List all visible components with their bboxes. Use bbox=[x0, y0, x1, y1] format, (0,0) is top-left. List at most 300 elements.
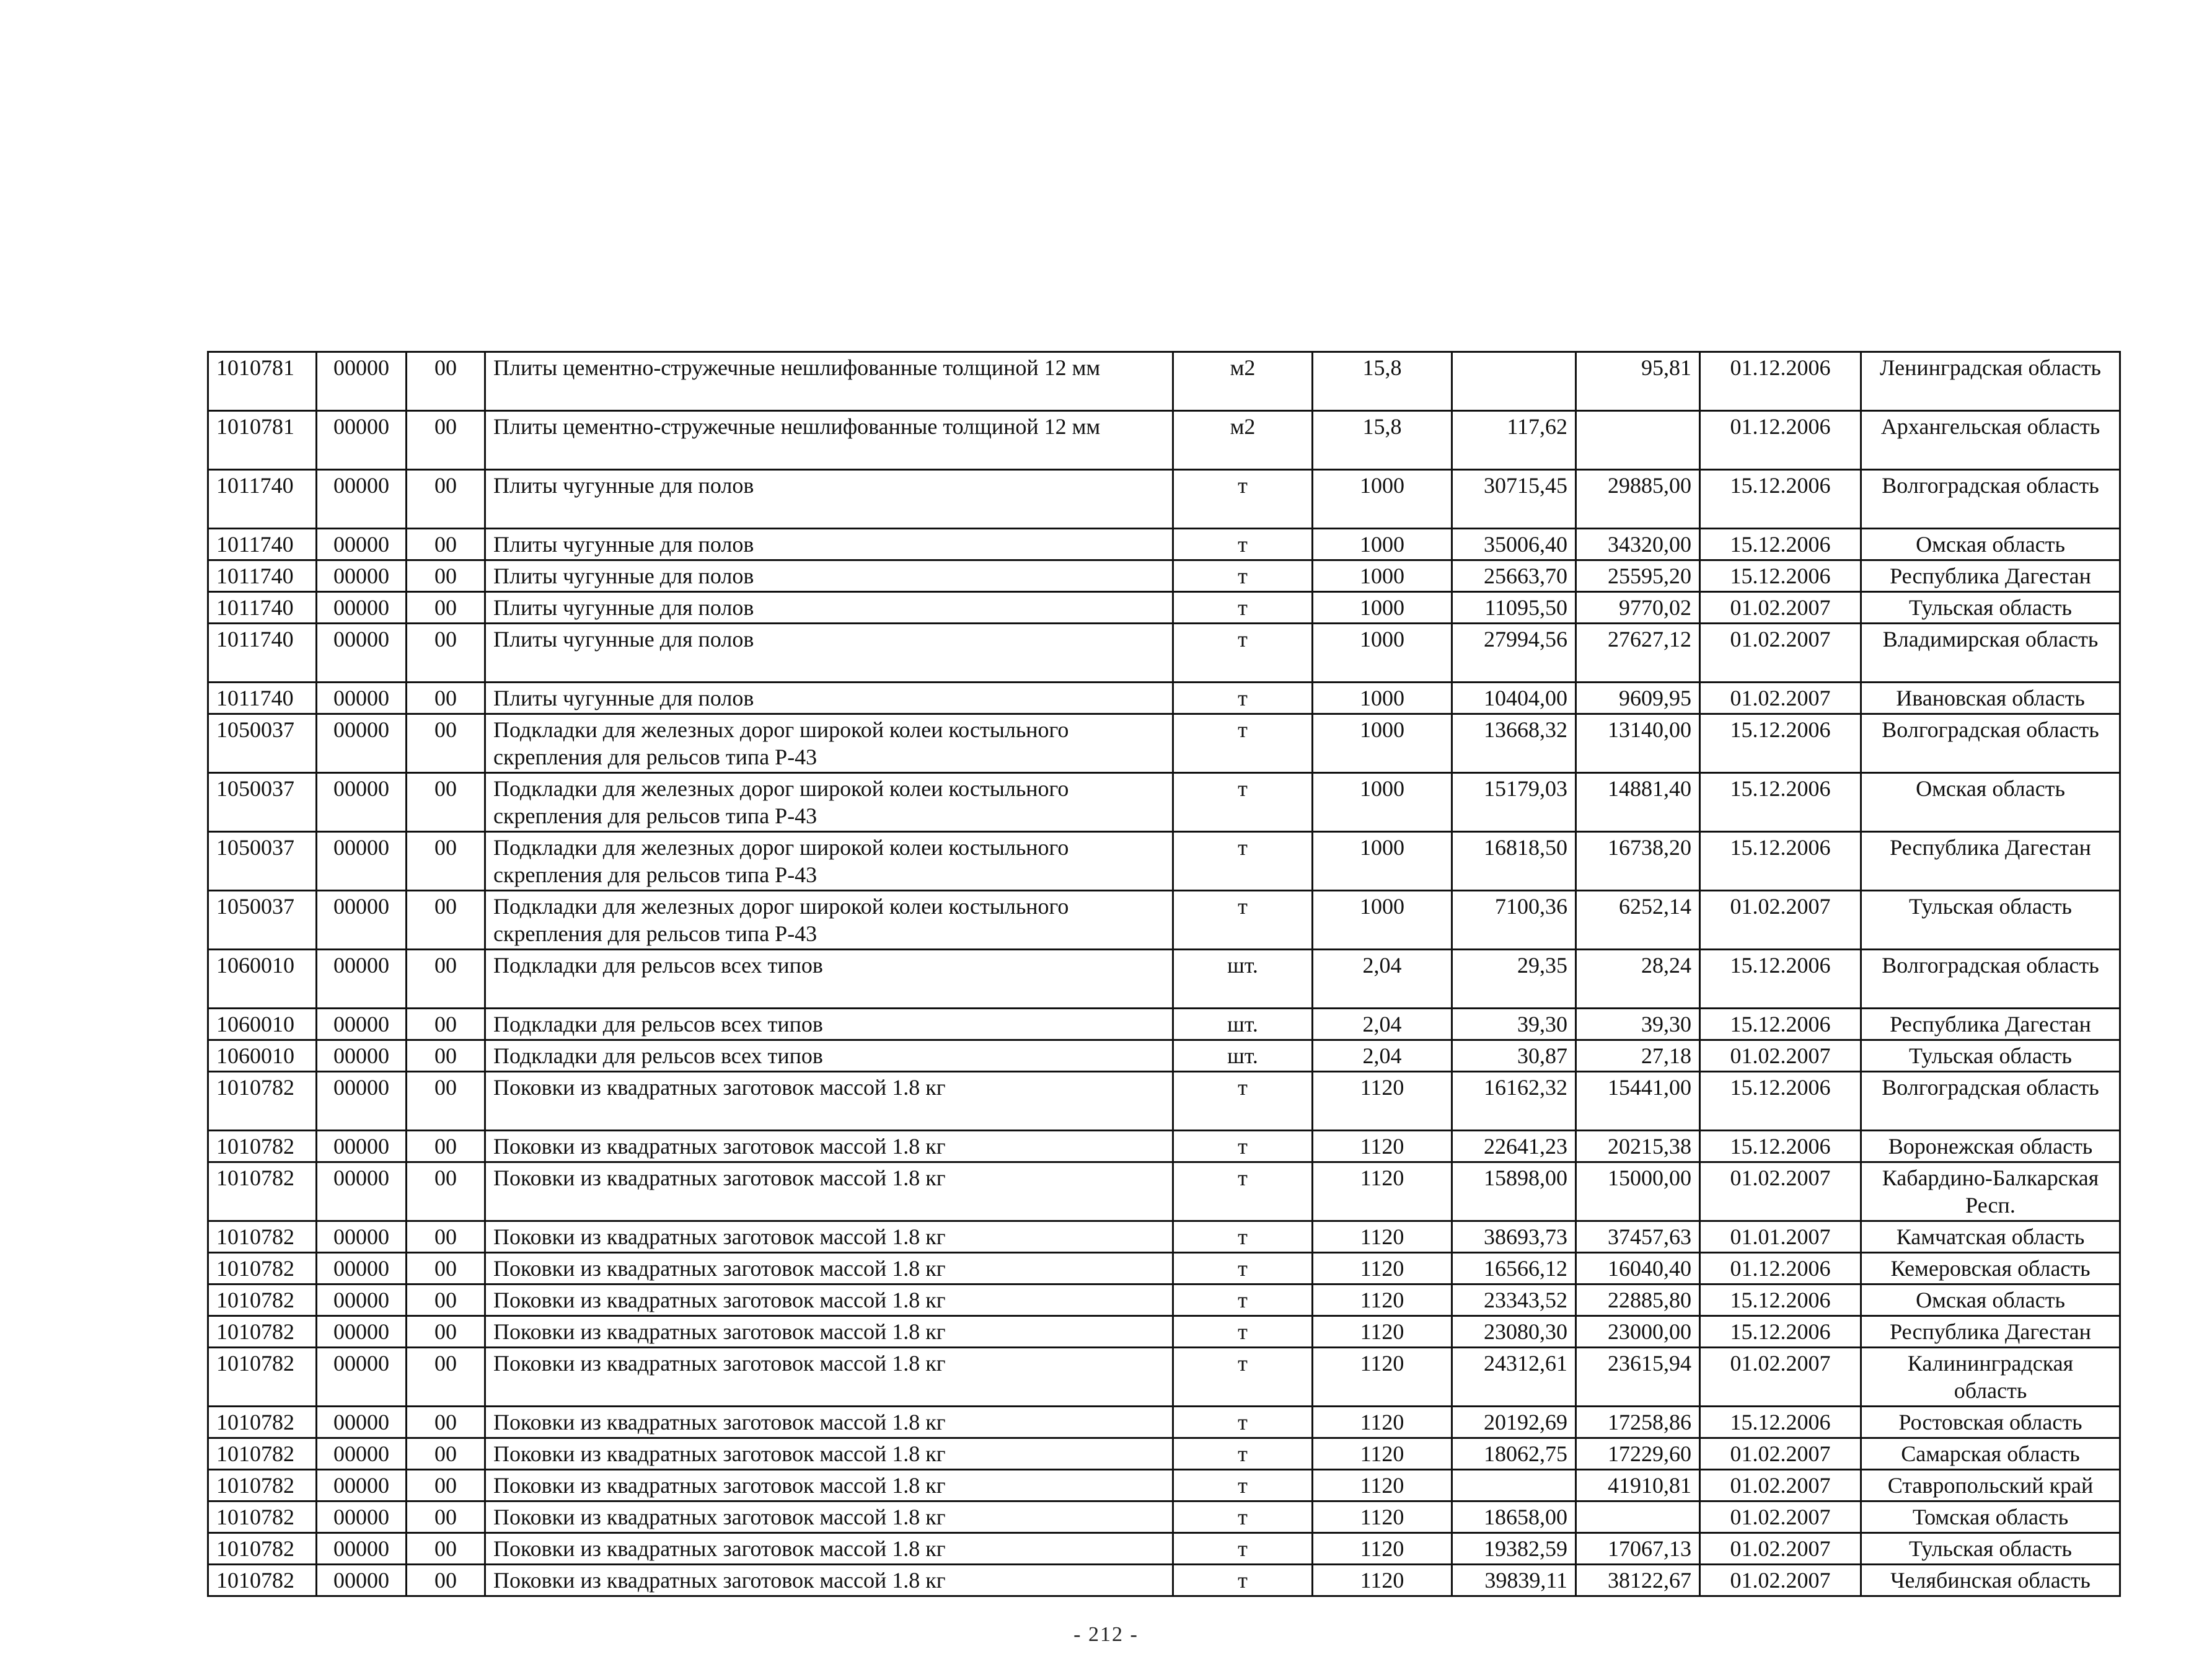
date-cell: 01.02.2007 bbox=[1700, 1533, 1861, 1565]
price-2-cell: 16738,20 bbox=[1576, 832, 1700, 891]
subcode-cell: 00000 bbox=[317, 1316, 407, 1348]
region-cell: Калининградская область bbox=[1861, 1348, 2120, 1407]
subcode-cell: 00000 bbox=[317, 1040, 407, 1072]
variant-cell: 00 bbox=[407, 470, 485, 529]
price-table-body bbox=[208, 352, 2120, 1596]
price-1-cell: 27994,56 bbox=[1452, 624, 1576, 683]
variant-cell: 00 bbox=[407, 1221, 485, 1253]
date-cell: 01.02.2007 bbox=[1700, 1565, 1861, 1596]
name-cell: Плиты чугунные для полов bbox=[485, 592, 1173, 624]
subcode-cell: 00000 bbox=[317, 1438, 407, 1470]
code-cell: 1050037 bbox=[208, 714, 317, 773]
unit-cell: шт. bbox=[1173, 950, 1313, 1009]
price-1-cell: 20192,69 bbox=[1452, 1407, 1576, 1438]
name-cell: Плиты чугунные для полов bbox=[485, 470, 1173, 529]
code-cell: 1010781 bbox=[208, 411, 317, 470]
price-1-cell: 19382,59 bbox=[1452, 1533, 1576, 1565]
subcode-cell: 00000 bbox=[317, 714, 407, 773]
table-row bbox=[208, 1009, 2120, 1040]
code-cell: 1010782 bbox=[208, 1253, 317, 1285]
price-1-cell: 25663,70 bbox=[1452, 560, 1576, 592]
table-row bbox=[208, 1565, 2120, 1596]
subcode-cell: 00000 bbox=[317, 891, 407, 950]
variant-cell: 00 bbox=[407, 352, 485, 411]
code-cell: 1010782 bbox=[208, 1285, 317, 1316]
price-1-cell: 117,62 bbox=[1452, 411, 1576, 470]
unit-cell: шт. bbox=[1173, 1040, 1313, 1072]
price-2-cell: 14881,40 bbox=[1576, 773, 1700, 832]
code-cell: 1010782 bbox=[208, 1131, 317, 1162]
region-cell: Омская область bbox=[1861, 773, 2120, 832]
region-cell: Владимирская область bbox=[1861, 624, 2120, 683]
code-cell: 1010782 bbox=[208, 1565, 317, 1596]
price-2-cell: 28,24 bbox=[1576, 950, 1700, 1009]
price-2-cell: 27,18 bbox=[1576, 1040, 1700, 1072]
date-cell: 01.12.2006 bbox=[1700, 1253, 1861, 1285]
price-2-cell: 38122,67 bbox=[1576, 1565, 1700, 1596]
unit-cell: т bbox=[1173, 1072, 1313, 1131]
unit-cell: т bbox=[1173, 714, 1313, 773]
price-2-cell: 27627,12 bbox=[1576, 624, 1700, 683]
table-row bbox=[208, 1470, 2120, 1501]
date-cell: 01.02.2007 bbox=[1700, 891, 1861, 950]
code-cell: 1060010 bbox=[208, 1009, 317, 1040]
variant-cell: 00 bbox=[407, 1072, 485, 1131]
table-row bbox=[208, 1221, 2120, 1253]
variant-cell: 00 bbox=[407, 1253, 485, 1285]
unit-cell: т bbox=[1173, 773, 1313, 832]
price-table-sheet bbox=[207, 351, 2119, 1597]
subcode-cell: 00000 bbox=[317, 411, 407, 470]
price-2-cell: 17067,13 bbox=[1576, 1533, 1700, 1565]
variant-cell: 00 bbox=[407, 773, 485, 832]
subcode-cell: 00000 bbox=[317, 683, 407, 714]
price-2-cell: 9770,02 bbox=[1576, 592, 1700, 624]
coefficient-cell: 1120 bbox=[1313, 1162, 1452, 1221]
subcode-cell: 00000 bbox=[317, 1348, 407, 1407]
variant-cell: 00 bbox=[407, 592, 485, 624]
price-1-cell: 30,87 bbox=[1452, 1040, 1576, 1072]
name-cell: Подкладки для железных дорог широкой колеи костыльного скрепления для рельсов типа Р-43 bbox=[485, 832, 1173, 891]
code-cell: 1010781 bbox=[208, 352, 317, 411]
code-cell: 1050037 bbox=[208, 832, 317, 891]
region-cell: Ростовская область bbox=[1861, 1407, 2120, 1438]
date-cell: 01.02.2007 bbox=[1700, 1470, 1861, 1501]
price-1-cell: 39,30 bbox=[1452, 1009, 1576, 1040]
price-2-cell: 17258,86 bbox=[1576, 1407, 1700, 1438]
price-1-cell: 23080,30 bbox=[1452, 1316, 1576, 1348]
date-cell: 01.02.2007 bbox=[1700, 683, 1861, 714]
variant-cell: 00 bbox=[407, 714, 485, 773]
unit-cell: т bbox=[1173, 1407, 1313, 1438]
coefficient-cell: 1000 bbox=[1313, 560, 1452, 592]
region-cell: Кабардино-Балкарская Респ. bbox=[1861, 1162, 2120, 1221]
coefficient-cell: 1000 bbox=[1313, 714, 1452, 773]
price-1-cell: 18062,75 bbox=[1452, 1438, 1576, 1470]
date-cell: 01.02.2007 bbox=[1700, 592, 1861, 624]
region-cell: Тульская область bbox=[1861, 592, 2120, 624]
code-cell: 1011740 bbox=[208, 683, 317, 714]
price-2-cell: 37457,63 bbox=[1576, 1221, 1700, 1253]
name-cell: Плиты цементно-стружечные нешлифованные толщиной 12 мм bbox=[485, 352, 1173, 411]
price-2-cell: 9609,95 bbox=[1576, 683, 1700, 714]
code-cell: 1010782 bbox=[208, 1407, 317, 1438]
variant-cell: 00 bbox=[407, 560, 485, 592]
table-row bbox=[208, 1072, 2120, 1131]
unit-cell: т bbox=[1173, 470, 1313, 529]
name-cell: Плиты чугунные для полов bbox=[485, 624, 1173, 683]
code-cell: 1060010 bbox=[208, 950, 317, 1009]
price-2-cell: 17229,60 bbox=[1576, 1438, 1700, 1470]
price-2-cell: 23615,94 bbox=[1576, 1348, 1700, 1407]
price-1-cell: 22641,23 bbox=[1452, 1131, 1576, 1162]
price-1-cell: 38693,73 bbox=[1452, 1221, 1576, 1253]
price-1-cell bbox=[1452, 1470, 1576, 1501]
table-row bbox=[208, 470, 2120, 529]
date-cell: 15.12.2006 bbox=[1700, 560, 1861, 592]
region-cell: Ивановская область bbox=[1861, 683, 2120, 714]
unit-cell: шт. bbox=[1173, 1009, 1313, 1040]
name-cell: Поковки из квадратных заготовок массой 1.8 кг bbox=[485, 1501, 1173, 1533]
region-cell: Самарская область bbox=[1861, 1438, 2120, 1470]
price-2-cell: 34320,00 bbox=[1576, 529, 1700, 560]
date-cell: 15.12.2006 bbox=[1700, 1131, 1861, 1162]
subcode-cell: 00000 bbox=[317, 1565, 407, 1596]
subcode-cell: 00000 bbox=[317, 1221, 407, 1253]
date-cell: 15.12.2006 bbox=[1700, 1407, 1861, 1438]
date-cell: 01.02.2007 bbox=[1700, 1438, 1861, 1470]
subcode-cell: 00000 bbox=[317, 1072, 407, 1131]
price-1-cell: 24312,61 bbox=[1452, 1348, 1576, 1407]
coefficient-cell: 1120 bbox=[1313, 1533, 1452, 1565]
price-1-cell bbox=[1452, 352, 1576, 411]
unit-cell: т bbox=[1173, 529, 1313, 560]
table-row bbox=[208, 624, 2120, 683]
unit-cell: т bbox=[1173, 1348, 1313, 1407]
unit-cell: т bbox=[1173, 683, 1313, 714]
table-row bbox=[208, 1285, 2120, 1316]
subcode-cell: 00000 bbox=[317, 1533, 407, 1565]
subcode-cell: 00000 bbox=[317, 470, 407, 529]
variant-cell: 00 bbox=[407, 1131, 485, 1162]
code-cell: 1050037 bbox=[208, 891, 317, 950]
unit-cell: т bbox=[1173, 1162, 1313, 1221]
date-cell: 15.12.2006 bbox=[1700, 1009, 1861, 1040]
code-cell: 1011740 bbox=[208, 470, 317, 529]
name-cell: Поковки из квадратных заготовок массой 1.8 кг bbox=[485, 1316, 1173, 1348]
region-cell: Республика Дагестан bbox=[1861, 832, 2120, 891]
price-1-cell: 11095,50 bbox=[1452, 592, 1576, 624]
price-2-cell bbox=[1576, 411, 1700, 470]
subcode-cell: 00000 bbox=[317, 1285, 407, 1316]
date-cell: 01.02.2007 bbox=[1700, 1348, 1861, 1407]
unit-cell: т bbox=[1173, 832, 1313, 891]
name-cell: Поковки из квадратных заготовок массой 1.8 кг bbox=[485, 1072, 1173, 1131]
variant-cell: 00 bbox=[407, 1316, 485, 1348]
table-row bbox=[208, 1316, 2120, 1348]
region-cell: Тульская область bbox=[1861, 891, 2120, 950]
table-row bbox=[208, 832, 2120, 891]
region-cell: Тульская область bbox=[1861, 1533, 2120, 1565]
unit-cell: т bbox=[1173, 1501, 1313, 1533]
price-1-cell: 13668,32 bbox=[1452, 714, 1576, 773]
coefficient-cell: 1120 bbox=[1313, 1285, 1452, 1316]
price-2-cell: 6252,14 bbox=[1576, 891, 1700, 950]
table-row bbox=[208, 411, 2120, 470]
region-cell: Воронежская область bbox=[1861, 1131, 2120, 1162]
variant-cell: 00 bbox=[407, 950, 485, 1009]
variant-cell: 00 bbox=[407, 411, 485, 470]
name-cell: Поковки из квадратных заготовок массой 1.8 кг bbox=[485, 1162, 1173, 1221]
name-cell: Поковки из квадратных заготовок массой 1.8 кг bbox=[485, 1438, 1173, 1470]
date-cell: 15.12.2006 bbox=[1700, 1316, 1861, 1348]
unit-cell: т bbox=[1173, 1285, 1313, 1316]
subcode-cell: 00000 bbox=[317, 529, 407, 560]
name-cell: Поковки из квадратных заготовок массой 1.8 кг bbox=[485, 1348, 1173, 1407]
subcode-cell: 00000 bbox=[317, 560, 407, 592]
region-cell: Камчатская область bbox=[1861, 1221, 2120, 1253]
unit-cell: т bbox=[1173, 1438, 1313, 1470]
name-cell: Плиты чугунные для полов bbox=[485, 529, 1173, 560]
name-cell: Подкладки для рельсов всех типов bbox=[485, 1040, 1173, 1072]
subcode-cell: 00000 bbox=[317, 1407, 407, 1438]
price-2-cell: 16040,40 bbox=[1576, 1253, 1700, 1285]
variant-cell: 00 bbox=[407, 624, 485, 683]
coefficient-cell: 1120 bbox=[1313, 1253, 1452, 1285]
price-1-cell: 39839,11 bbox=[1452, 1565, 1576, 1596]
price-1-cell: 16566,12 bbox=[1452, 1253, 1576, 1285]
name-cell: Поковки из квадратных заготовок массой 1.8 кг bbox=[485, 1285, 1173, 1316]
region-cell: Томская область bbox=[1861, 1501, 2120, 1533]
price-2-cell: 22885,80 bbox=[1576, 1285, 1700, 1316]
region-cell: Республика Дагестан bbox=[1861, 1316, 2120, 1348]
coefficient-cell: 15,8 bbox=[1313, 352, 1452, 411]
page-number: - 212 - bbox=[1073, 1623, 1139, 1646]
name-cell: Поковки из квадратных заготовок массой 1.8 кг bbox=[485, 1221, 1173, 1253]
price-2-cell: 15441,00 bbox=[1576, 1072, 1700, 1131]
subcode-cell: 00000 bbox=[317, 950, 407, 1009]
price-2-cell: 39,30 bbox=[1576, 1009, 1700, 1040]
price-1-cell: 35006,40 bbox=[1452, 529, 1576, 560]
coefficient-cell: 1120 bbox=[1313, 1348, 1452, 1407]
name-cell: Плиты цементно-стружечные нешлифованные толщиной 12 мм bbox=[485, 411, 1173, 470]
date-cell: 01.02.2007 bbox=[1700, 1501, 1861, 1533]
variant-cell: 00 bbox=[407, 1501, 485, 1533]
name-cell: Поковки из квадратных заготовок массой 1.8 кг bbox=[485, 1407, 1173, 1438]
unit-cell: т bbox=[1173, 1253, 1313, 1285]
price-1-cell: 16162,32 bbox=[1452, 1072, 1576, 1131]
region-cell: Челябинская область bbox=[1861, 1565, 2120, 1596]
date-cell: 01.02.2007 bbox=[1700, 1162, 1861, 1221]
coefficient-cell: 15,8 bbox=[1313, 411, 1452, 470]
region-cell: Волгоградская область bbox=[1861, 714, 2120, 773]
name-cell: Подкладки для железных дорог широкой колеи костыльного скрепления для рельсов типа Р-43 bbox=[485, 714, 1173, 773]
name-cell: Плиты чугунные для полов bbox=[485, 683, 1173, 714]
table-row bbox=[208, 683, 2120, 714]
region-cell: Омская область bbox=[1861, 529, 2120, 560]
table-row bbox=[208, 1438, 2120, 1470]
region-cell: Республика Дагестан bbox=[1861, 1009, 2120, 1040]
variant-cell: 00 bbox=[407, 891, 485, 950]
variant-cell: 00 bbox=[407, 1040, 485, 1072]
date-cell: 15.12.2006 bbox=[1700, 714, 1861, 773]
subcode-cell: 00000 bbox=[317, 624, 407, 683]
date-cell: 15.12.2006 bbox=[1700, 832, 1861, 891]
table-row bbox=[208, 950, 2120, 1009]
code-cell: 1050037 bbox=[208, 773, 317, 832]
coefficient-cell: 1120 bbox=[1313, 1470, 1452, 1501]
coefficient-cell: 1120 bbox=[1313, 1072, 1452, 1131]
subcode-cell: 00000 bbox=[317, 1501, 407, 1533]
code-cell: 1010782 bbox=[208, 1221, 317, 1253]
coefficient-cell: 1120 bbox=[1313, 1438, 1452, 1470]
table-row bbox=[208, 529, 2120, 560]
coefficient-cell: 2,04 bbox=[1313, 950, 1452, 1009]
date-cell: 01.12.2006 bbox=[1700, 411, 1861, 470]
coefficient-cell: 1000 bbox=[1313, 773, 1452, 832]
code-cell: 1060010 bbox=[208, 1040, 317, 1072]
price-table bbox=[207, 351, 2121, 1597]
price-1-cell: 15898,00 bbox=[1452, 1162, 1576, 1221]
date-cell: 01.02.2007 bbox=[1700, 624, 1861, 683]
unit-cell: т bbox=[1173, 1565, 1313, 1596]
code-cell: 1011740 bbox=[208, 560, 317, 592]
price-1-cell: 30715,45 bbox=[1452, 470, 1576, 529]
region-cell: Волгоградская область bbox=[1861, 950, 2120, 1009]
name-cell: Поковки из квадратных заготовок массой 1.8 кг bbox=[485, 1533, 1173, 1565]
unit-cell: м2 bbox=[1173, 352, 1313, 411]
table-row bbox=[208, 560, 2120, 592]
code-cell: 1010782 bbox=[208, 1533, 317, 1565]
coefficient-cell: 1000 bbox=[1313, 832, 1452, 891]
variant-cell: 00 bbox=[407, 1470, 485, 1501]
variant-cell: 00 bbox=[407, 529, 485, 560]
name-cell: Подкладки для рельсов всех типов bbox=[485, 950, 1173, 1009]
region-cell: Республика Дагестан bbox=[1861, 560, 2120, 592]
unit-cell: т bbox=[1173, 1221, 1313, 1253]
date-cell: 15.12.2006 bbox=[1700, 529, 1861, 560]
table-row bbox=[208, 1131, 2120, 1162]
price-2-cell: 25595,20 bbox=[1576, 560, 1700, 592]
name-cell: Подкладки для железных дорог широкой колеи костыльного скрепления для рельсов типа Р-43 bbox=[485, 891, 1173, 950]
price-1-cell: 7100,36 bbox=[1452, 891, 1576, 950]
price-2-cell: 15000,00 bbox=[1576, 1162, 1700, 1221]
date-cell: 01.01.2007 bbox=[1700, 1221, 1861, 1253]
table-row bbox=[208, 1040, 2120, 1072]
table-row bbox=[208, 352, 2120, 411]
coefficient-cell: 2,04 bbox=[1313, 1009, 1452, 1040]
table-row bbox=[208, 592, 2120, 624]
price-1-cell: 18658,00 bbox=[1452, 1501, 1576, 1533]
region-cell: Омская область bbox=[1861, 1285, 2120, 1316]
name-cell: Поковки из квадратных заготовок массой 1.8 кг bbox=[485, 1253, 1173, 1285]
name-cell: Поковки из квадратных заготовок массой 1.8 кг bbox=[485, 1470, 1173, 1501]
code-cell: 1011740 bbox=[208, 592, 317, 624]
date-cell: 15.12.2006 bbox=[1700, 950, 1861, 1009]
subcode-cell: 00000 bbox=[317, 1470, 407, 1501]
name-cell: Поковки из квадратных заготовок массой 1.8 кг bbox=[485, 1565, 1173, 1596]
region-cell: Тульская область bbox=[1861, 1040, 2120, 1072]
price-1-cell: 16818,50 bbox=[1452, 832, 1576, 891]
code-cell: 1010782 bbox=[208, 1348, 317, 1407]
variant-cell: 00 bbox=[407, 683, 485, 714]
date-cell: 15.12.2006 bbox=[1700, 470, 1861, 529]
unit-cell: т bbox=[1173, 560, 1313, 592]
unit-cell: т bbox=[1173, 891, 1313, 950]
table-row bbox=[208, 1162, 2120, 1221]
subcode-cell: 00000 bbox=[317, 592, 407, 624]
coefficient-cell: 1120 bbox=[1313, 1407, 1452, 1438]
name-cell: Поковки из квадратных заготовок массой 1.8 кг bbox=[485, 1131, 1173, 1162]
variant-cell: 00 bbox=[407, 1348, 485, 1407]
subcode-cell: 00000 bbox=[317, 1162, 407, 1221]
name-cell: Подкладки для железных дорог широкой колеи костыльного скрепления для рельсов типа Р-43 bbox=[485, 773, 1173, 832]
unit-cell: м2 bbox=[1173, 411, 1313, 470]
date-cell: 15.12.2006 bbox=[1700, 1285, 1861, 1316]
coefficient-cell: 1000 bbox=[1313, 624, 1452, 683]
coefficient-cell: 1120 bbox=[1313, 1131, 1452, 1162]
variant-cell: 00 bbox=[407, 1285, 485, 1316]
coefficient-cell: 1000 bbox=[1313, 683, 1452, 714]
code-cell: 1010782 bbox=[208, 1162, 317, 1221]
coefficient-cell: 1000 bbox=[1313, 470, 1452, 529]
price-1-cell: 10404,00 bbox=[1452, 683, 1576, 714]
unit-cell: т bbox=[1173, 624, 1313, 683]
date-cell: 15.12.2006 bbox=[1700, 1072, 1861, 1131]
price-2-cell: 23000,00 bbox=[1576, 1316, 1700, 1348]
code-cell: 1010782 bbox=[208, 1501, 317, 1533]
variant-cell: 00 bbox=[407, 1438, 485, 1470]
coefficient-cell: 1000 bbox=[1313, 891, 1452, 950]
coefficient-cell: 1120 bbox=[1313, 1501, 1452, 1533]
coefficient-cell: 1120 bbox=[1313, 1316, 1452, 1348]
coefficient-cell: 1120 bbox=[1313, 1221, 1452, 1253]
region-cell: Ленинградская область bbox=[1861, 352, 2120, 411]
code-cell: 1011740 bbox=[208, 624, 317, 683]
price-2-cell bbox=[1576, 1501, 1700, 1533]
table-row bbox=[208, 1253, 2120, 1285]
table-row bbox=[208, 1407, 2120, 1438]
subcode-cell: 00000 bbox=[317, 1009, 407, 1040]
table-row bbox=[208, 891, 2120, 950]
region-cell: Волгоградская область bbox=[1861, 470, 2120, 529]
variant-cell: 00 bbox=[407, 1162, 485, 1221]
price-1-cell: 29,35 bbox=[1452, 950, 1576, 1009]
table-row bbox=[208, 773, 2120, 832]
date-cell: 15.12.2006 bbox=[1700, 773, 1861, 832]
coefficient-cell: 1000 bbox=[1313, 592, 1452, 624]
subcode-cell: 00000 bbox=[317, 1253, 407, 1285]
region-cell: Ставропольский край bbox=[1861, 1470, 2120, 1501]
variant-cell: 00 bbox=[407, 1407, 485, 1438]
code-cell: 1010782 bbox=[208, 1316, 317, 1348]
subcode-cell: 00000 bbox=[317, 773, 407, 832]
coefficient-cell: 1000 bbox=[1313, 529, 1452, 560]
subcode-cell: 00000 bbox=[317, 352, 407, 411]
subcode-cell: 00000 bbox=[317, 1131, 407, 1162]
coefficient-cell: 1120 bbox=[1313, 1565, 1452, 1596]
coefficient-cell: 2,04 bbox=[1313, 1040, 1452, 1072]
unit-cell: т bbox=[1173, 592, 1313, 624]
variant-cell: 00 bbox=[407, 1565, 485, 1596]
region-cell: Волгоградская область bbox=[1861, 1072, 2120, 1131]
price-1-cell: 15179,03 bbox=[1452, 773, 1576, 832]
unit-cell: т bbox=[1173, 1131, 1313, 1162]
table-row bbox=[208, 714, 2120, 773]
code-cell: 1010782 bbox=[208, 1438, 317, 1470]
price-2-cell: 41910,81 bbox=[1576, 1470, 1700, 1501]
table-row bbox=[208, 1348, 2120, 1407]
